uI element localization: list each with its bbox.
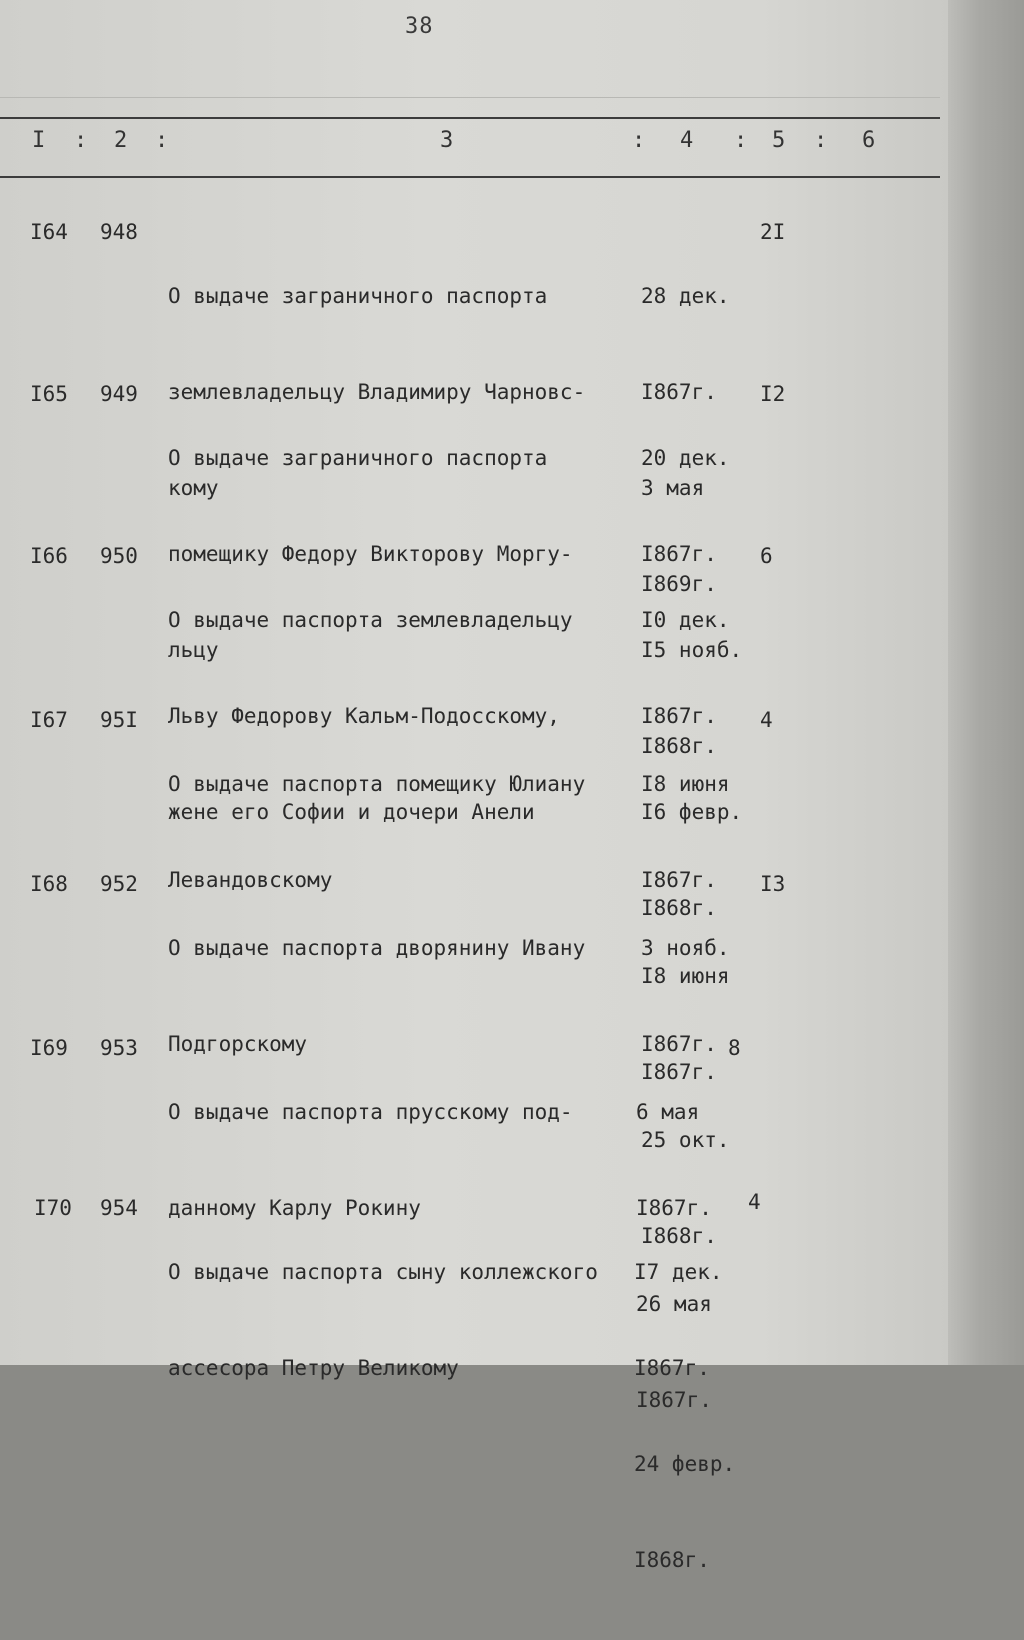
document-number: 952 — [100, 872, 138, 896]
title-line: О выдаче паспорта помещику Юлиану — [168, 772, 586, 796]
date-line: I0 дек. — [641, 608, 730, 632]
table-header-top-rule — [0, 117, 940, 119]
title-line: О выдаче заграничного паспорта — [168, 284, 548, 308]
page-edge-shadow — [948, 0, 1024, 1365]
page-number: 38 — [405, 14, 434, 39]
entry-number: I65 — [30, 382, 68, 406]
date-line: I867г. — [636, 1388, 712, 1412]
title-line: О выдаче заграничного паспорта — [168, 446, 548, 470]
title-line: О выдаче паспорта прусскому под- — [168, 1100, 573, 1124]
entry-number: I70 — [34, 1196, 72, 1220]
date-line: I8 июня — [641, 772, 730, 796]
date-line: I867г. — [641, 380, 717, 404]
entry-number: I67 — [30, 708, 68, 732]
document-number: 948 — [100, 220, 138, 244]
title-line: О выдаче паспорта сыну коллежского — [168, 1260, 598, 1284]
document-number: 953 — [100, 1036, 138, 1060]
date-line: 6 мая — [636, 1100, 700, 1124]
title-line: Подгорскому — [168, 1032, 308, 1056]
title-line: кому — [168, 476, 219, 500]
title-line: Льву Федорову Кальм-Подосскому, — [168, 704, 560, 728]
entry-number: I66 — [30, 544, 68, 568]
date-line: I867г. — [634, 1356, 710, 1380]
sheet-count: 8 — [728, 1036, 741, 1060]
header-sep-3: : — [632, 128, 646, 153]
date-line: 3 нояб. — [641, 936, 730, 960]
bleed-through-rule — [0, 97, 940, 98]
date-line: I867г. — [641, 868, 717, 892]
date-line: I868г. — [641, 734, 717, 758]
header-col-6: 6 — [862, 128, 876, 153]
title-line: Левандовскому — [168, 868, 333, 892]
document-number: 949 — [100, 382, 138, 406]
sheet-count: 6 — [760, 544, 773, 568]
header-col-2: 2 — [114, 128, 128, 153]
title-line: О выдаче паспорта землевладельцу — [168, 608, 573, 632]
entry-number: I69 — [30, 1036, 68, 1060]
header-sep-2: : — [155, 128, 169, 153]
date-line: I868г. — [641, 896, 717, 920]
document-number: 954 — [100, 1196, 138, 1220]
header-col-1: I — [32, 128, 46, 153]
date-line: I868г. — [634, 1548, 710, 1572]
date-line: I8 июня — [641, 964, 730, 988]
entry-title — [168, 1192, 598, 1448]
header-sep-1: : — [74, 128, 88, 153]
date-line: I868г. — [641, 1224, 717, 1248]
date-line: I5 нояб. — [641, 638, 743, 662]
header-col-4: 4 — [680, 128, 694, 153]
title-line: ассесора Петру Великому — [168, 1356, 459, 1380]
date-line: I867г. — [641, 1032, 717, 1056]
date-line: I867г. — [641, 542, 717, 566]
table-header-bottom-rule — [0, 176, 940, 178]
header-sep-4: : — [734, 128, 748, 153]
title-line: О выдаче паспорта дворянину Ивану — [168, 936, 586, 960]
header-col-3: 3 — [440, 128, 454, 153]
sheet-count: I2 — [760, 382, 786, 406]
date-line: 24 февр. — [634, 1452, 736, 1476]
sheet-count: 4 — [748, 1190, 761, 1214]
sheet-count: 4 — [760, 708, 773, 732]
title-line: жене его Софии и дочери Анели — [168, 800, 535, 824]
title-line: землевладельцу Владимиру Чарновс- — [168, 380, 586, 404]
date-line: 20 дек. — [641, 446, 730, 470]
date-line: I867г. — [641, 1060, 717, 1084]
title-line: льцу — [168, 638, 219, 662]
date-line: I867г. — [636, 1196, 712, 1220]
title-line: данному Карлу Рокину — [168, 1196, 421, 1220]
date-line: I7 дек. — [634, 1260, 723, 1284]
date-line: 28 дек. — [641, 284, 730, 308]
sheet-count: I3 — [760, 872, 786, 896]
document-number: 95I — [100, 708, 138, 732]
date-line: I6 февр. — [641, 800, 743, 824]
date-line: I869г. — [641, 572, 717, 596]
header-sep-5: : — [814, 128, 828, 153]
table-row — [0, 1190, 940, 1572]
header-col-5: 5 — [772, 128, 786, 153]
entry-number: I68 — [30, 872, 68, 896]
entry-number: I64 — [30, 220, 68, 244]
document-number: 950 — [100, 544, 138, 568]
date-line: I867г. — [641, 704, 717, 728]
entry-dates — [634, 1192, 735, 1640]
title-line: помещику Федору Викторову Моргу- — [168, 542, 573, 566]
date-line: 3 мая — [641, 476, 705, 500]
date-line: 25 окт. — [641, 1128, 730, 1152]
date-line: 26 мая — [636, 1292, 712, 1316]
sheet-count: 2I — [760, 220, 786, 244]
